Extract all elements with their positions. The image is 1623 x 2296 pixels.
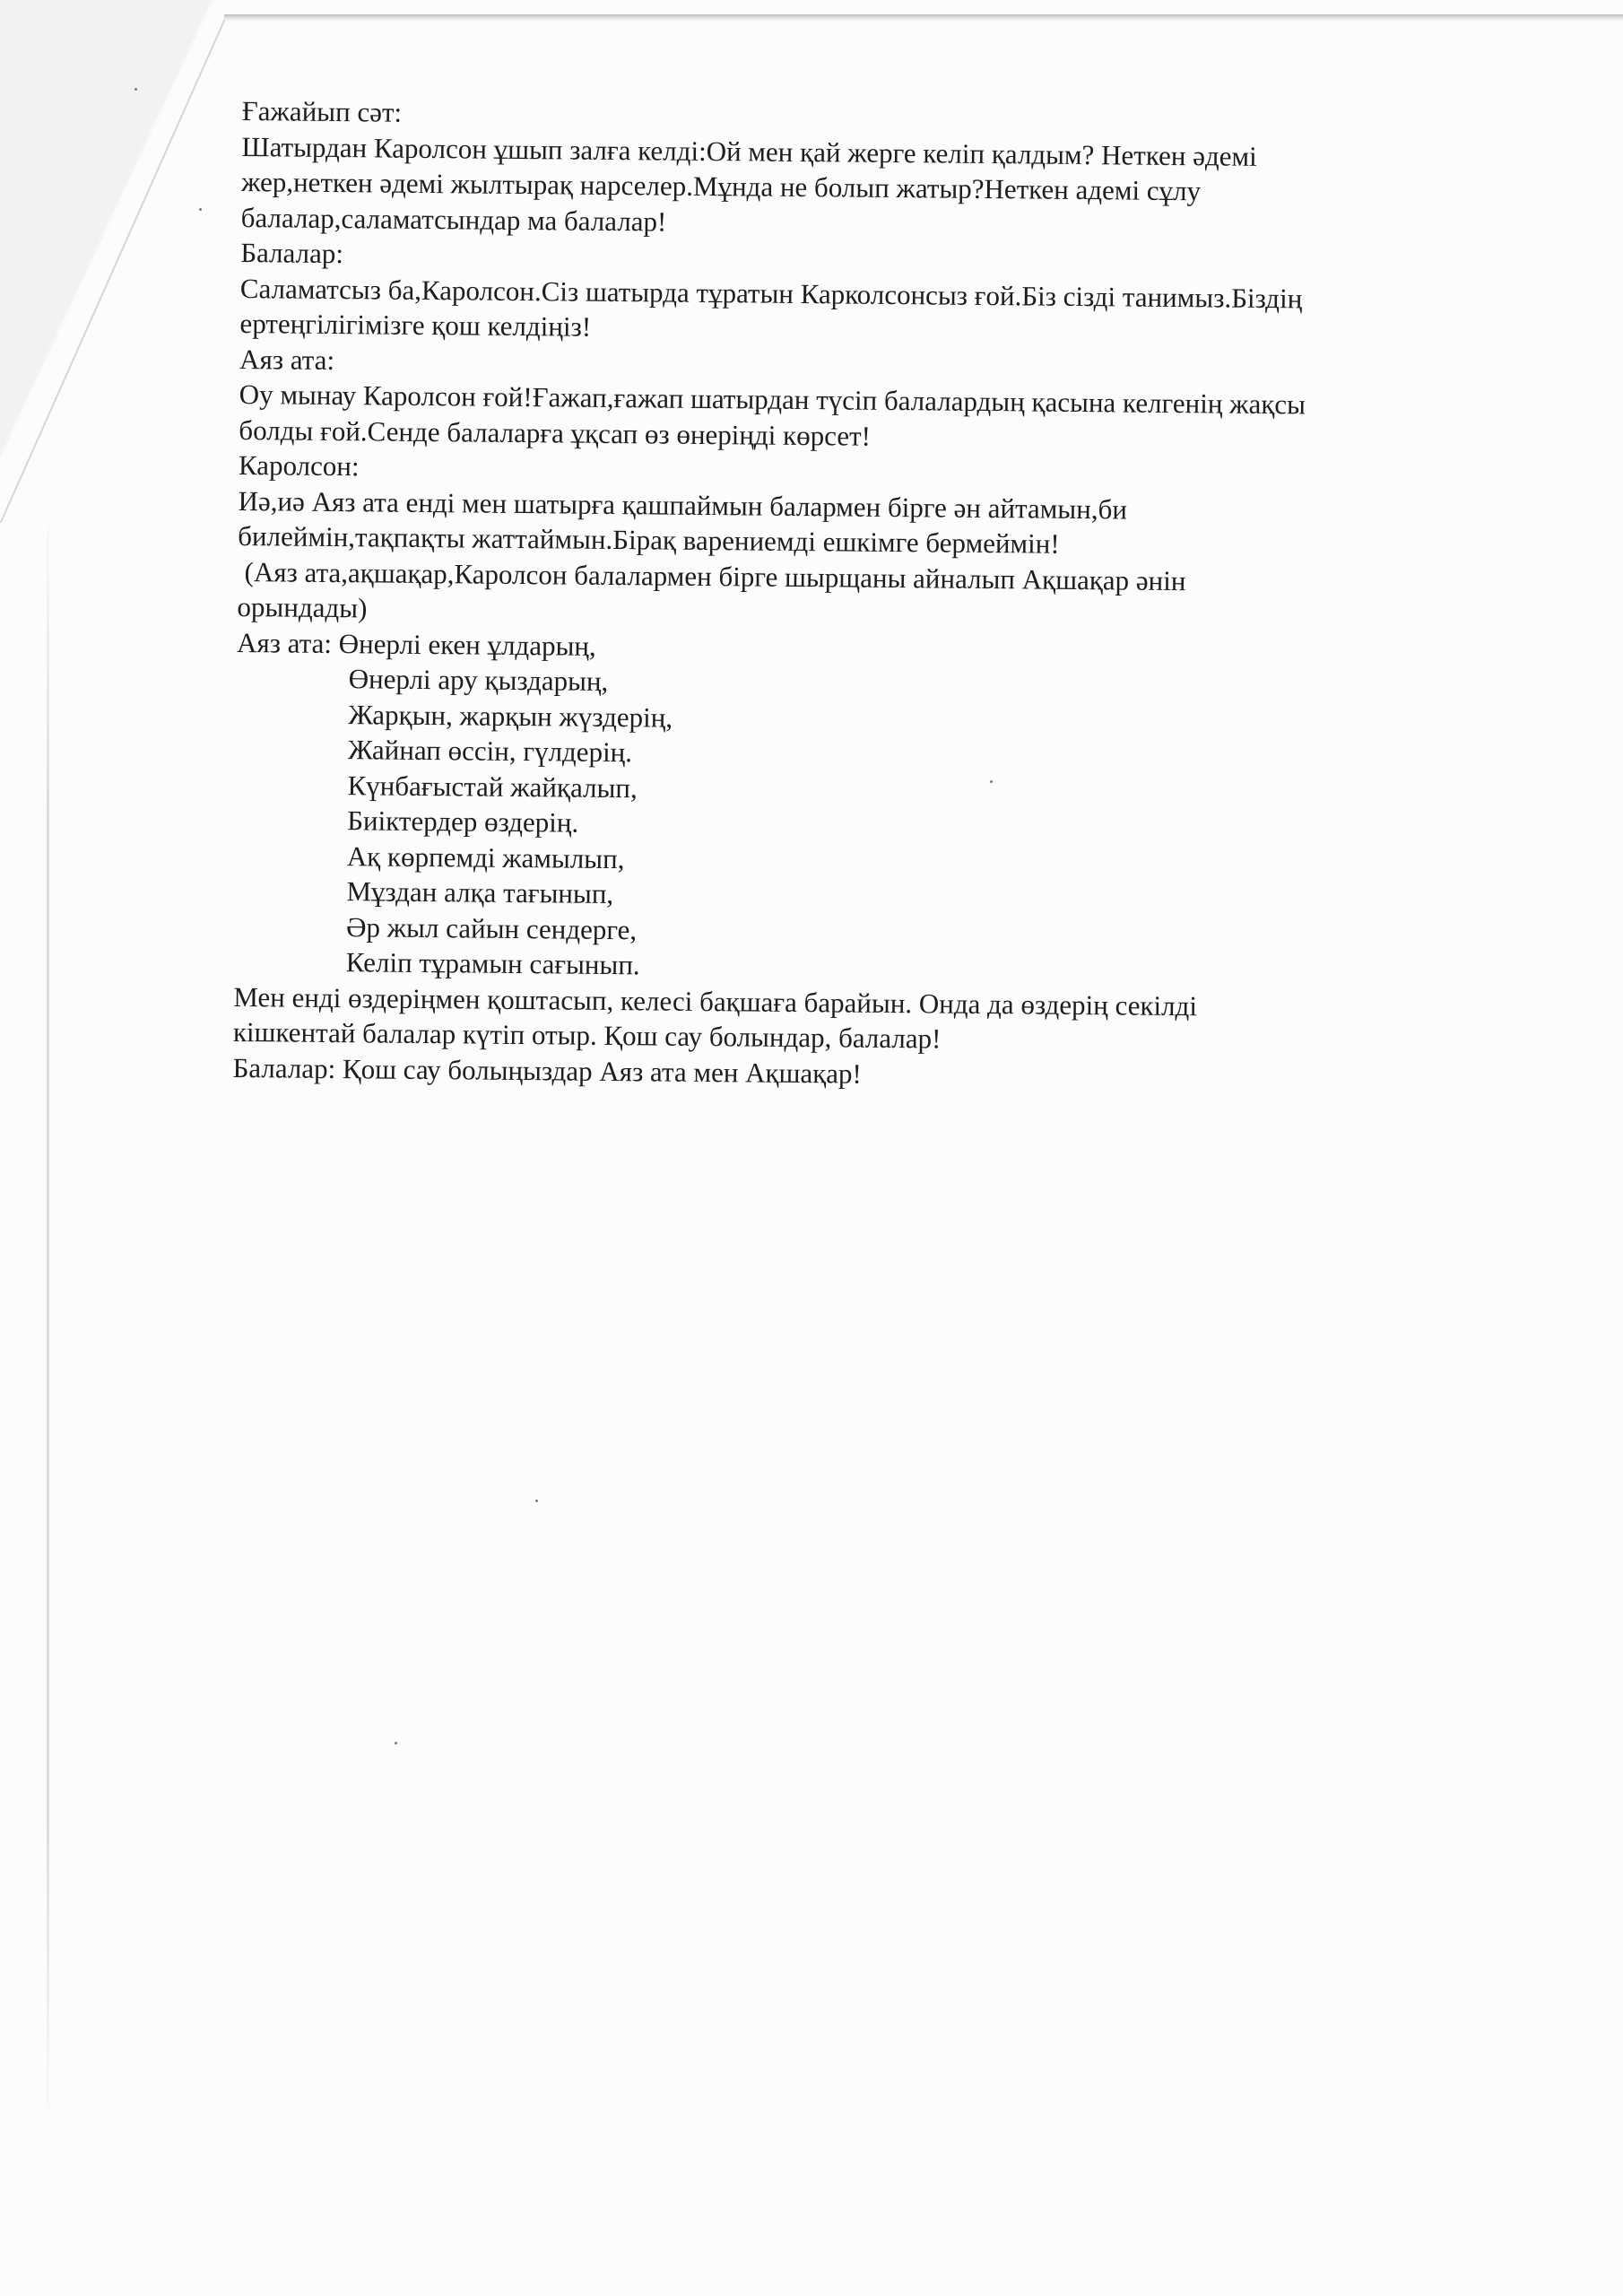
poem-verse: Келіп тұрамын сағынып. <box>345 946 640 981</box>
text-line: Саламатсыз ба,Каролсон.Сіз шатырда тұратын Карколсонсыз ғой.Біз сізді танимыз.Біздің <box>239 272 1303 314</box>
text-line: Шатырдан Каролсон ұшып залға келді:Ой мен қай жерге келіп қалдым? Неткен әдемі <box>241 130 1257 172</box>
closing-line: Балалар: Қош сау болыңыздар Аяз ата мен Ақшақар! <box>232 1051 863 1090</box>
text-line: кішкентай балалар күтіп отыр. Қош сау болындар, балалар! <box>232 1015 942 1055</box>
text-line: ертеңгілігімізге қош келдіңіз! <box>239 307 592 343</box>
scan-left-edge <box>47 502 49 2135</box>
poem-first-line: Аяз ата: Өнерлі екен ұлдарың, <box>236 626 596 662</box>
poem-verse: Күнбағыстай жайқалып, <box>347 769 638 804</box>
poem-verse: Мұздан алқа тағынып, <box>346 875 614 910</box>
text-line: балалар,саламатсындар ма балалар! <box>240 201 667 238</box>
stage-direction: (Аяз ата,ақшақар,Каролсон балалармен бірге шырщаны айналып Ақшақар әнін <box>237 555 1186 596</box>
scan-speck <box>199 208 202 211</box>
scan-speck <box>535 1500 538 1502</box>
scan-top-edge <box>224 14 1623 22</box>
text-line: билеймін,тақпақты жаттаймын.Бірақ варениемді ешкімге бермеймін! <box>238 519 1060 560</box>
scan-speck <box>135 88 137 91</box>
poem-verse: Биіктердер өздерің. <box>347 804 579 839</box>
poem-verse: Жарқын, жарқын жүздерің, <box>348 698 673 734</box>
poem-verse: Жайнап өссін, гүлдерің. <box>347 734 633 769</box>
text-line: Оу мынау Каролсон ғой!Ғажап,ғажап шатырдан түсіп балалардың қасына келгенің жақсы <box>239 378 1306 421</box>
text-line: жер,неткен әдемі жылтырақ нарселер.Мұнда не болып жатыр?Неткен адемі сұлу <box>240 165 1202 207</box>
speaker-label: Балалар: <box>240 236 344 270</box>
stage-direction: орындады) <box>237 590 368 624</box>
document-title: Ғажайып сәт: <box>241 94 403 128</box>
text-line: Иә,иә Аяз ата енді мен шатырға қашпаймын балармен бірге ән айтамын,би <box>238 484 1128 525</box>
text-line: Мен енді өздеріңмен қоштасып, келесі бақшаға барайын. Онда да өздерің секілді <box>233 980 1198 1022</box>
text-line: болды ғой.Сенде балаларға ұқсап өз өнеріңді көрсет! <box>239 413 872 452</box>
poem-verse: Ақ көрпемді жамылып, <box>346 839 625 874</box>
poem-verse: Әр жыл сайын сендерге, <box>345 910 638 945</box>
speaker-label: Аяз ата: <box>239 343 335 376</box>
poem <box>234 624 1520 991</box>
document-body <box>232 93 1524 1098</box>
scan-speck <box>395 1742 397 1744</box>
speaker-label: Каролсон: <box>238 448 360 483</box>
poem-verse: Өнерлі ару қыздарың, <box>348 663 609 697</box>
